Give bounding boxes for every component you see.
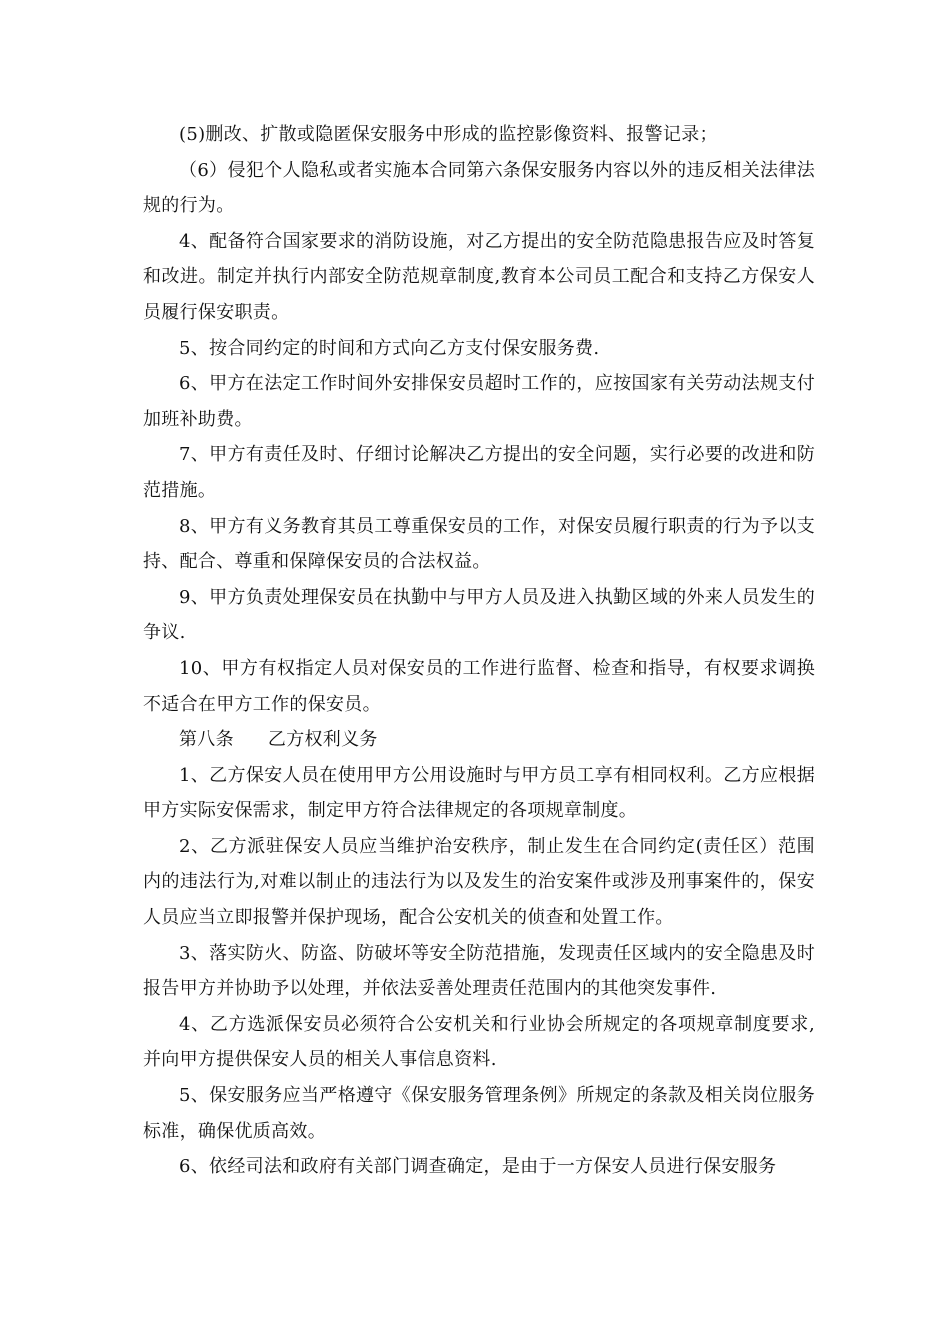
paragraph-item-5: (5)删改、扩散或隐匿保安服务中形成的监控影像资料、报警记录； (179, 124, 718, 145)
article-paragraph-2: 2、乙方派驻保安人员应当维护治安秩序，制止发生在合同约定(责任区）范围内的违法行为,对难以制止的违法行为以及发生的治安案件或涉及刑事案件的，保安人员应当立即报警并保护现场，配合公安机关的侦查和处置工作。 (143, 835, 815, 929)
article-number: 第八条 (179, 729, 234, 751)
article-heading (143, 722, 815, 758)
paragraph-clause-8: 8、甲方有义务教育其员工尊重保安员的工作，对保安员履行职责的行为予以支持、配合、尊重和保障保安员的合法权益。 (143, 515, 815, 573)
article-paragraph-3: 3、落实防火、防盗、防破坏等安全防范措施，发现责任区域内的安全隐患及时报告甲方并协助予以处理，并依法妥善处理责任范围内的其他突发事件. (143, 942, 815, 1000)
article-paragraph-1: 1、乙方保安人员在使用甲方公用设施时与甲方员工享有相同权利。乙方应根据甲方实际安保需求，制定甲方符合法律规定的各项规章制度。 (143, 764, 815, 822)
paragraph-clause-10: 10、甲方有权指定人员对保安员的工作进行监督、检查和指导，有权要求调换不适合在甲方工作的保安员。 (143, 657, 815, 715)
paragraph-clause-7: 7、甲方有责任及时、仔细讨论解决乙方提出的安全问题，实行必要的改进和防范措施。 (143, 444, 815, 501)
paragraph-item-6: （6）侵犯个人隐私或者实施本合同第六条保安服务内容以外的违反相关法律法规的行为。 (143, 159, 815, 217)
article-title: 乙方权利义务 (267, 729, 378, 751)
article-paragraph-4: 4、乙方选派保安员必须符合公安机关和行业协会所规定的各项规章制度要求,并向甲方提供保安人员的相关人事信息资料. (143, 1013, 815, 1071)
paragraph-clause-5: 5、按合同约定的时间和方式向乙方支付保安服务费. (179, 337, 600, 359)
paragraph-clause-4: 4、配备符合国家要求的消防设施，对乙方提出的安全防范隐患报告应及时答复和改进。制定并执行内部安全防范规章制度,教育本公司员工配合和支持乙方保安人员履行保安职责。 (143, 230, 815, 323)
paragraph-clause-9: 9、甲方负责处理保安员在执勤中与甲方人员及进入执勤区域的外来人员发生的争议. (143, 586, 815, 644)
document-body (143, 117, 815, 1185)
paragraph-clause-6: 6、甲方在法定工作时间外安排保安员超时工作的，应按国家有关劳动法规支付加班补助费。 (143, 373, 815, 430)
article-paragraph-6: 6、依经司法和政府有关部门调查确定，是由于一方保安人员进行保安服务 (179, 1156, 777, 1178)
article-paragraph-5: 5、保安服务应当严格遵守《保安服务管理条例》所规定的条款及相关岗位服务标准，确保优质高效。 (143, 1085, 815, 1142)
